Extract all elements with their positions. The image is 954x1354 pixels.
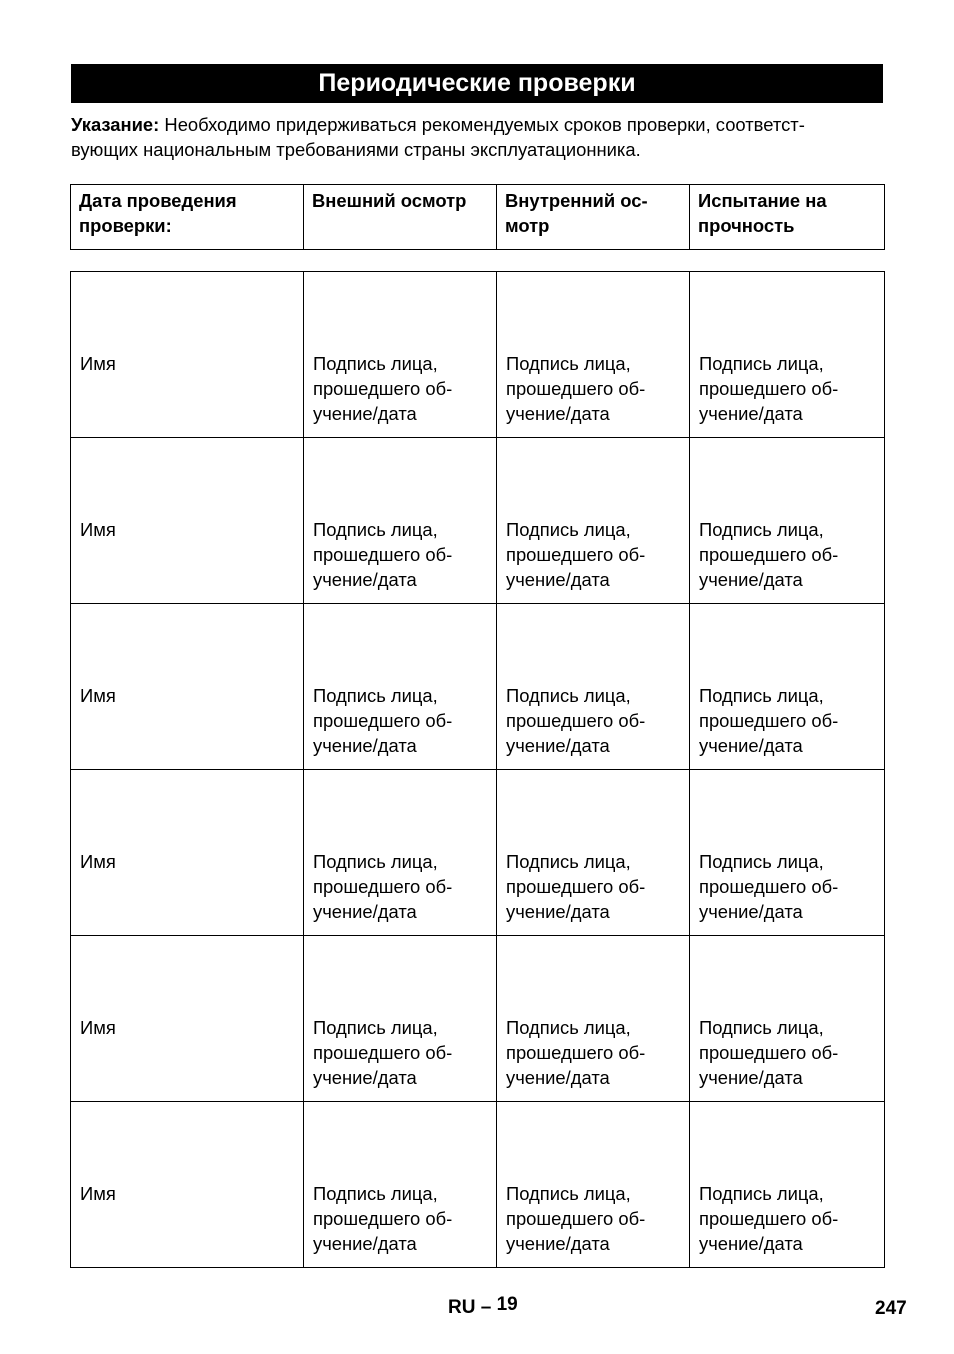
- name-cell: [71, 604, 304, 770]
- signature-text: Подпись лица,: [313, 1183, 438, 1204]
- signature-label: [699, 1181, 838, 1256]
- signature-text: учение/дата: [506, 901, 610, 922]
- signature-text: Подпись лица,: [313, 353, 438, 374]
- footer-section-number: 19: [496, 1294, 518, 1315]
- signature-text: прошедшего об-: [506, 1042, 646, 1063]
- signature-text: прошедшего об-: [313, 544, 453, 565]
- name-label: Имя: [80, 1017, 116, 1038]
- signature-text: прошедшего об-: [313, 1208, 453, 1229]
- signature-text: учение/дата: [506, 735, 610, 756]
- signature-cell: [304, 770, 497, 936]
- note-line-1: [71, 112, 891, 137]
- signature-cell: [497, 272, 690, 438]
- name-label: Имя: [80, 519, 116, 540]
- signature-cell: [690, 770, 885, 936]
- signature-label: [699, 683, 838, 758]
- header-cell-internal: [497, 185, 690, 250]
- signature-cell: [304, 438, 497, 604]
- signature-text: прошедшего об-: [506, 710, 646, 731]
- signature-text: прошедшего об-: [313, 378, 453, 399]
- name-cell: [71, 1102, 304, 1268]
- signature-text: учение/дата: [313, 901, 417, 922]
- header-text: Испытание на: [698, 190, 827, 211]
- signature-label: [506, 849, 645, 924]
- signature-label: [313, 1015, 452, 1090]
- footer-page-number: 247: [875, 1298, 907, 1319]
- table-row: [71, 1102, 885, 1268]
- inspection-rows-table: [70, 271, 885, 1268]
- signature-label: [506, 1015, 645, 1090]
- signature-text: прошедшего об-: [699, 1042, 839, 1063]
- signature-label: [313, 351, 452, 426]
- signature-text: прошедшего об-: [313, 876, 453, 897]
- header-cell-external: [304, 185, 497, 250]
- name-label: Имя: [80, 851, 116, 872]
- signature-cell: [497, 604, 690, 770]
- signature-text: учение/дата: [313, 735, 417, 756]
- footer-lang: RU: [448, 1297, 476, 1318]
- table-row: [71, 438, 885, 604]
- signature-cell: [497, 770, 690, 936]
- signature-text: учение/дата: [699, 901, 803, 922]
- inspection-header-table: [70, 184, 885, 250]
- note-label: Указание:: [71, 114, 160, 135]
- table-row: [71, 272, 885, 438]
- signature-text: прошедшего об-: [313, 1042, 453, 1063]
- signature-text: учение/дата: [313, 1233, 417, 1254]
- signature-cell: [304, 272, 497, 438]
- name-label: Имя: [80, 353, 116, 374]
- signature-label: [506, 1181, 645, 1256]
- name-cell: [71, 272, 304, 438]
- signature-cell: [690, 604, 885, 770]
- signature-text: прошедшего об-: [506, 378, 646, 399]
- signature-text: Подпись лица,: [313, 851, 438, 872]
- table-row: [71, 604, 885, 770]
- signature-text: Подпись лица,: [313, 519, 438, 540]
- header-text: проверки:: [79, 215, 172, 236]
- name-label: Имя: [80, 1183, 116, 1204]
- table-row: [71, 770, 885, 936]
- signature-label: [313, 1181, 452, 1256]
- header-cell-strength: [690, 185, 885, 250]
- signature-text: учение/дата: [699, 403, 803, 424]
- signature-label: [313, 683, 452, 758]
- signature-label: [313, 517, 452, 592]
- name-label: Имя: [80, 685, 116, 706]
- signature-text: учение/дата: [699, 1067, 803, 1088]
- signature-text: учение/дата: [506, 569, 610, 590]
- signature-text: учение/дата: [699, 1233, 803, 1254]
- signature-text: прошедшего об-: [699, 378, 839, 399]
- signature-label: [506, 683, 645, 758]
- signature-cell: [690, 1102, 885, 1268]
- signature-text: учение/дата: [313, 403, 417, 424]
- signature-text: учение/дата: [699, 735, 803, 756]
- signature-text: учение/дата: [313, 569, 417, 590]
- signature-text: Подпись лица,: [699, 685, 824, 706]
- table-row: [71, 936, 885, 1102]
- header-text: Дата проведения: [79, 190, 237, 211]
- signature-cell: [304, 604, 497, 770]
- signature-label: [699, 351, 838, 426]
- signature-text: прошедшего об-: [506, 876, 646, 897]
- signature-text: Подпись лица,: [506, 519, 631, 540]
- signature-cell: [497, 936, 690, 1102]
- signature-cell: [497, 1102, 690, 1268]
- note-line-2: вующих национальным требованиями страны эксплуатационника.: [71, 139, 641, 160]
- signature-label: [313, 849, 452, 924]
- header-text: Внутренний ос-: [505, 190, 648, 211]
- signature-text: Подпись лица,: [699, 1183, 824, 1204]
- signature-text: прошедшего об-: [699, 710, 839, 731]
- name-cell: [71, 438, 304, 604]
- signature-text: Подпись лица,: [699, 851, 824, 872]
- signature-text: учение/дата: [313, 1067, 417, 1088]
- signature-text: Подпись лица,: [506, 1017, 631, 1038]
- name-cell: [71, 770, 304, 936]
- signature-label: [699, 517, 838, 592]
- signature-text: Подпись лица,: [313, 685, 438, 706]
- signature-text: учение/дата: [506, 1233, 610, 1254]
- page-title: Периодические проверки: [71, 64, 883, 103]
- signature-text: учение/дата: [699, 569, 803, 590]
- name-cell: [71, 936, 304, 1102]
- signature-cell: [690, 272, 885, 438]
- note-text-1: Необходимо придерживаться рекомендуемых сроков проверки, соответст-: [159, 114, 805, 135]
- header-text: Внешний осмотр: [312, 190, 467, 211]
- header-text: прочность: [698, 215, 795, 236]
- signature-text: прошедшего об-: [699, 876, 839, 897]
- signature-text: прошедшего об-: [506, 1208, 646, 1229]
- footer-dash: –: [480, 1297, 492, 1318]
- signature-cell: [690, 936, 885, 1102]
- header-cell-date: [71, 185, 304, 250]
- signature-text: прошедшего об-: [699, 544, 839, 565]
- signature-text: прошедшего об-: [506, 544, 646, 565]
- signature-cell: [497, 438, 690, 604]
- note-paragraph: [71, 112, 891, 162]
- signature-label: [506, 517, 645, 592]
- signature-text: Подпись лица,: [699, 1017, 824, 1038]
- signature-cell: [690, 438, 885, 604]
- footer-section-page: [448, 1294, 518, 1319]
- signature-text: учение/дата: [506, 403, 610, 424]
- signature-text: Подпись лица,: [506, 851, 631, 872]
- signature-text: Подпись лица,: [699, 519, 824, 540]
- signature-text: Подпись лица,: [506, 685, 631, 706]
- header-row: [71, 185, 885, 250]
- signature-label: [699, 1015, 838, 1090]
- header-text: мотр: [505, 215, 550, 236]
- signature-label: [699, 849, 838, 924]
- signature-label: [506, 351, 645, 426]
- signature-cell: [304, 1102, 497, 1268]
- signature-text: прошедшего об-: [313, 710, 453, 731]
- signature-text: Подпись лица,: [506, 353, 631, 374]
- signature-text: учение/дата: [506, 1067, 610, 1088]
- signature-text: прошедшего об-: [699, 1208, 839, 1229]
- signature-text: Подпись лица,: [506, 1183, 631, 1204]
- signature-cell: [304, 936, 497, 1102]
- signature-text: Подпись лица,: [699, 353, 824, 374]
- signature-text: Подпись лица,: [313, 1017, 438, 1038]
